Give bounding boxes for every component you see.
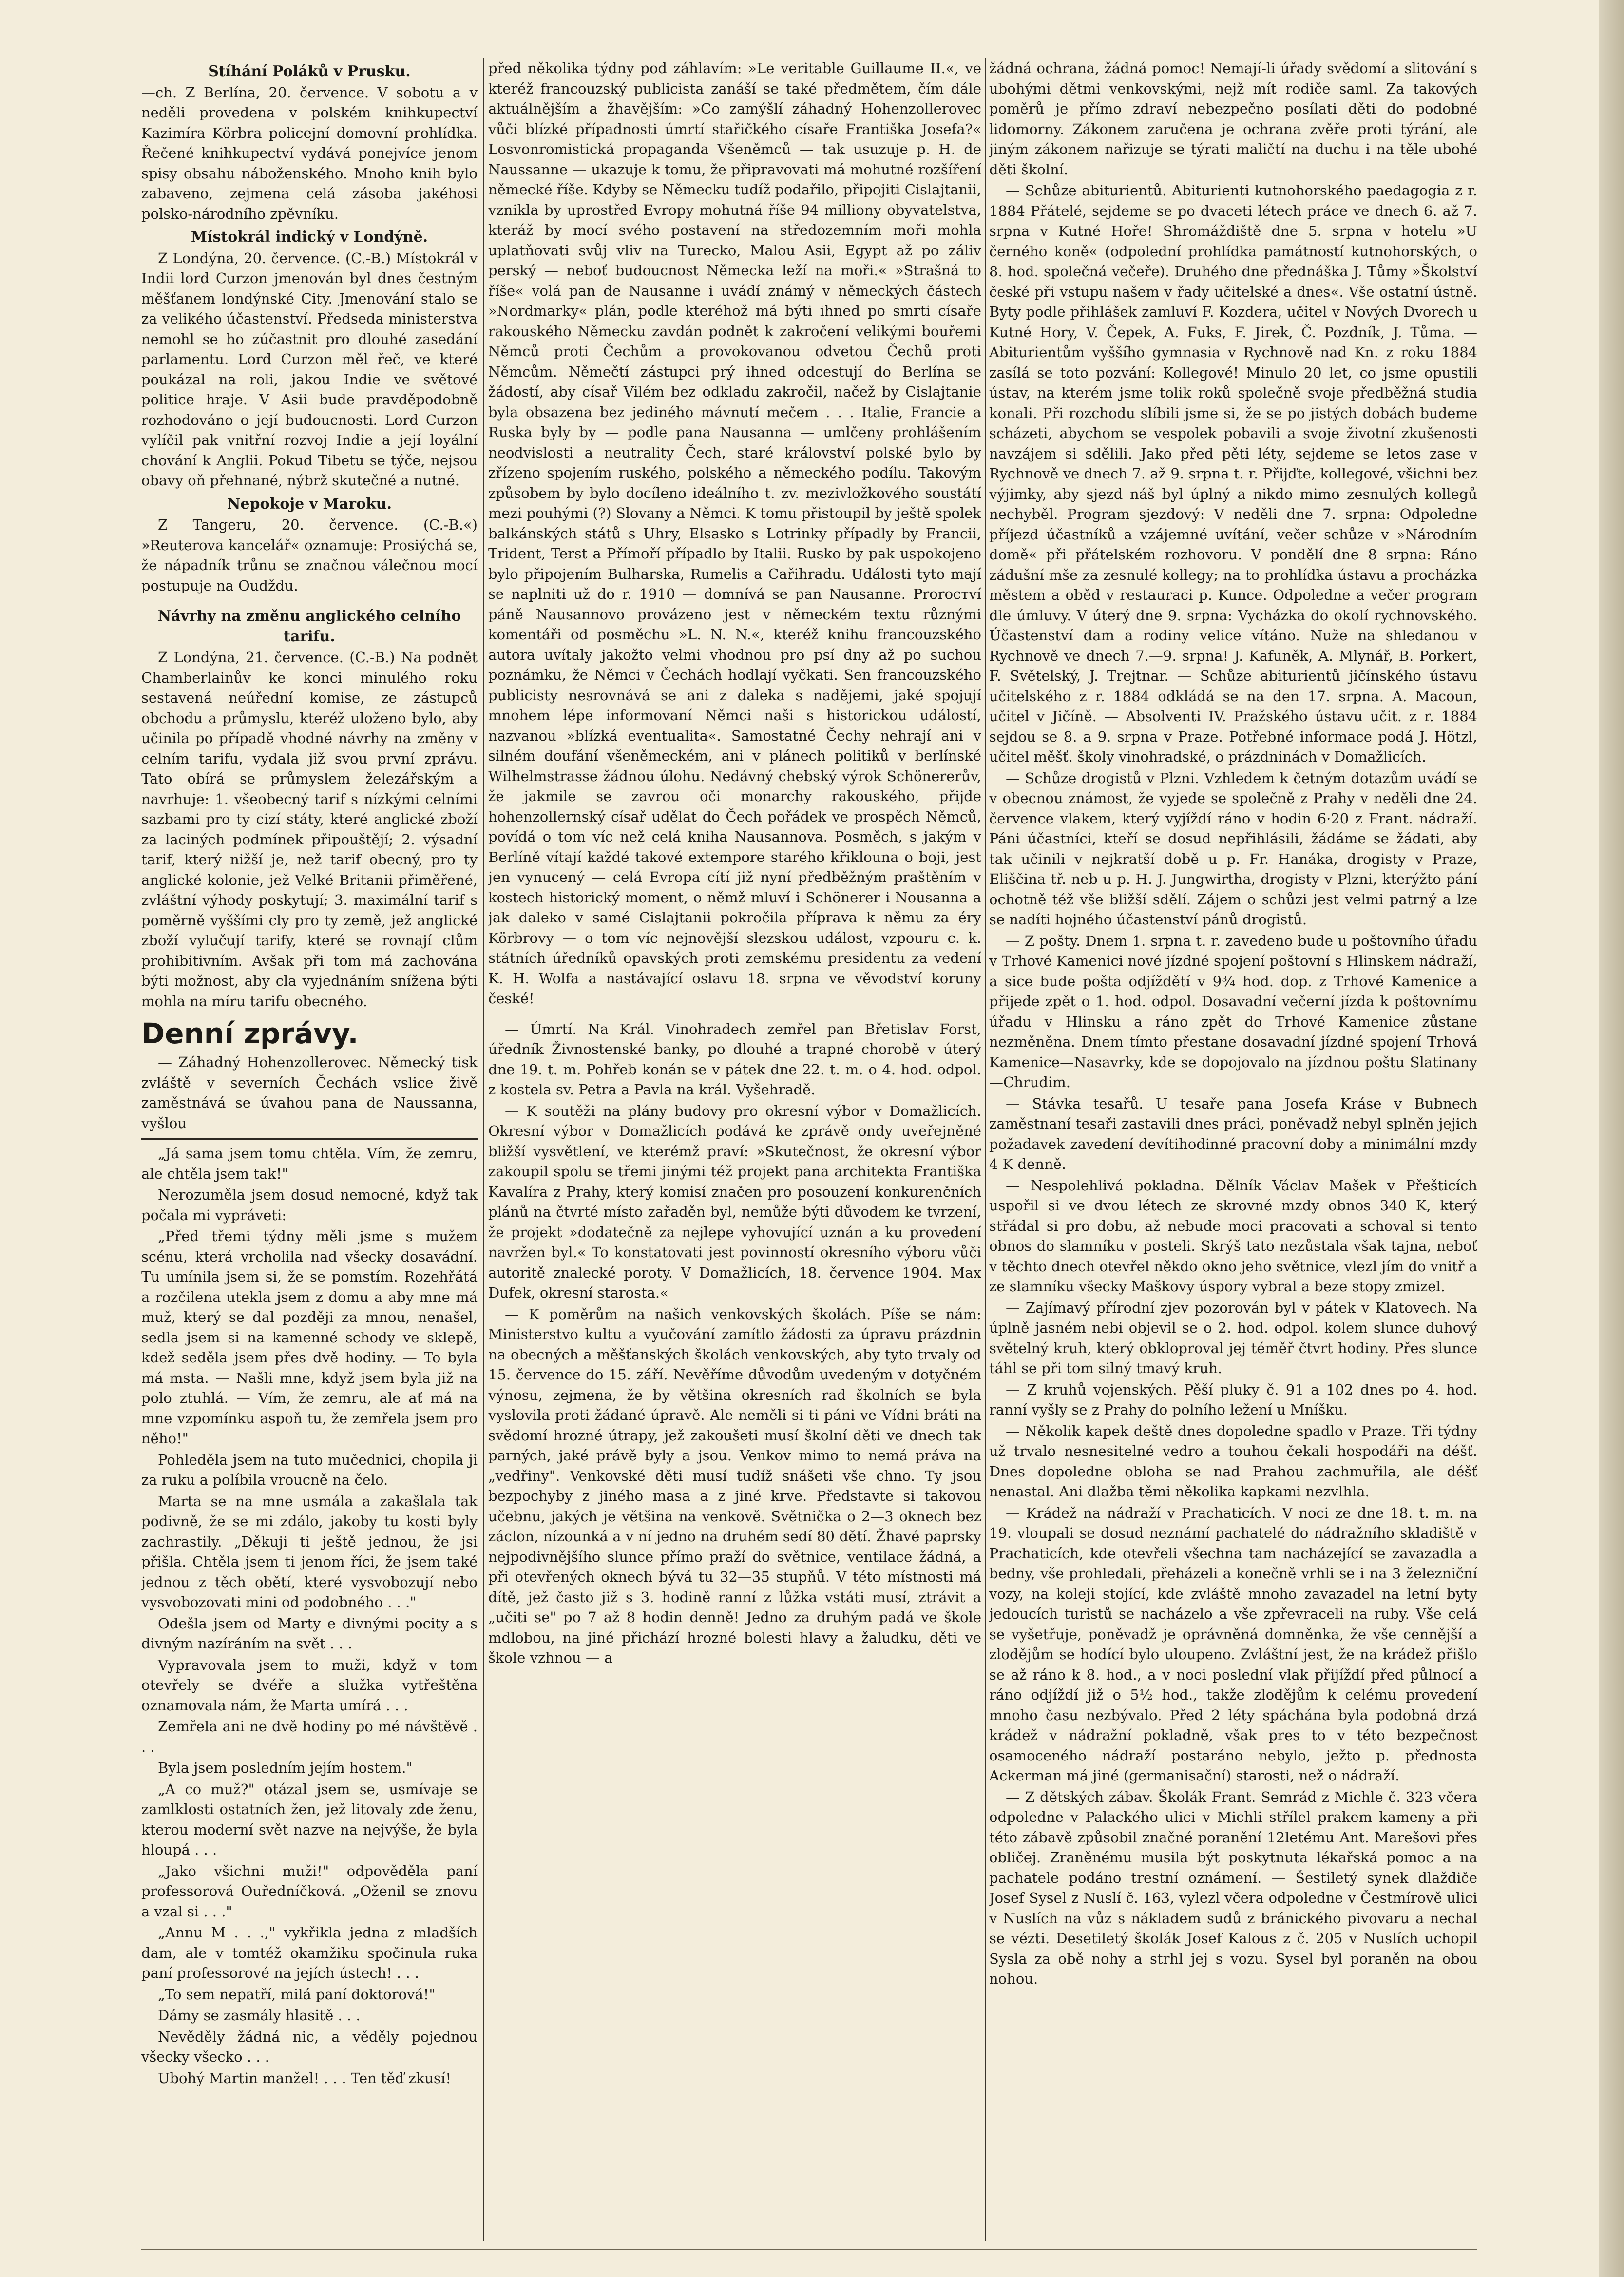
feuilleton-paragraph: „To sem nepatří, milá paní doktorová!" (158, 1986, 436, 2003)
feuilleton-paragraph: Dámy se zasmály hlasitě . . . (158, 2007, 361, 2024)
column-1 (141, 58, 478, 2241)
article-body: —ch. Z Berlína, 20. července. V sobotu a v neděli provedena v polském knihkupectví Kazimíra Körbra policejní domovní prohlídka. Řečené knihkupectví vydává ponejvíce jenom spisy obsahu náboženského. Mnoho knih bylo zabaveno, zejmena celá zásoba jakéhosi polsko-národního zpěvníku. (141, 84, 478, 222)
news-item: — Nespolehlivá pokladna. Dělník Václav Mašek v Přešticích uspořil si ve dvou létech ze skrovné mzdy obnos 340 K, který střádal si pro dobu, až nebude moci pracovati a schoval si tento obnos do slamníku v posteli. Skrýš tato nezůstala však tajna, neboť v těchto dnech otevřel někdo okno jeho světnice, vlezl jím do vnitř a ze slamníku všecky Maškovy úspory vybral a beze stopy zmizel. (989, 1177, 1477, 1295)
article-heading: Nepokoje v Maroku. (227, 495, 392, 513)
article-body: Z Tangeru, 20. července. (C.-B.«) »Reuterova kancelář« oznamuje: Prosiýchá se, že nápadník trůnu se značnou válečnou mocí postupuje na Oudždu. (141, 517, 478, 594)
news-item: — Z kruhů vojenských. Pěší pluky č. 91 a 102 dnes po 4. hod. ranní vyšly se z Prahy do polního ležení u Mníšku. (989, 1381, 1477, 1418)
article-body: žádná ochrana, žádná pomoc! Nemají-li úřady svědomí a slitování s ubohými dětmi venkovskými, nejž mít rodiče saml. Za takových poměrů je přímo zdraví nebezpečno posílati děti do podobné lidomorny. Zákonem zaručena je ochrana zvěře proti týrání, ale jiným zákonem nařizuje se týrati maličtí na duchu i na těle ubohé děti školní. (989, 60, 1477, 178)
article-body: Z Londýna, 20. července. (C.-B.) Místokrál v Indii lord Curzon jmenován byl dnes čestným měšťanem londýnské City. Jmenování stalo se za velikého účastenství. Předseda ministerstva nemohl se ho zúčastnit pro dlouhé zasedání parlamentu. Lord Curzon měl řeč, ve které poukázal na roli, jakou Indie ve světové politice hraje. V Asii bude pravděpodobně rozhodováno o její budoucnosti. Lord Curzon vylíčil pak vnitřní rozvoj Indie a její loyální chování k Anglii. Pokud Tibetu se týče, nejsou obavy oň přehnané, nýbrž skutečné a nutné. (141, 249, 478, 489)
feuilleton-paragraph: „Já sama jsem tomu chtěla. Vím, že zemru, ale chtěla jsem tak!" (141, 1145, 478, 1182)
article-heading: Stíhání Poláků v Prusku. (208, 63, 411, 80)
news-item: — Schůze abiturientů. Abiturienti kutnohorského paedagogia z r. 1884 Přátelé, sejdeme se po dvaceti létech práce ve dnech 6. až 7. srpna v Kutné Hoře! Shromáždiště dne 5. srpna v hotelu »U černého koně« (odpolední prohlídka památností kutnohorských, o 8. hod. společná večeře). Druhého dne přednáška J. Tůmy »Školství české při vstupu našem v řady učitelské a dnes«. Vše ostatní ústně. Byty podle přihlášek zamluví F. Kozderа, učitel v Nových Dvorech u Kutné Hory, V. Čepek, A. Fuks, F. Jirek, Č. Pozdník, J. Tůma. — Abiturientům vyššího gymnasia v Rychnově nad Kn. z roku 1884 zasílá se toto pozvání: Kollegové! Minulo 20 let, co jsme opustili ústav, na kterém jsme tolik roků společně svoje předběžná studia konali. Při rozchodu slíbili jsme si, že se po jistých dobách budeme scházeti, abychom se vespolek pobavili a svoje životní zkušenosti navzájem si sdělili. Jako před pěti léty, sejdeme se letos zase v Rychnově ve dnech 7. až 9. srpna t. r. Přijďte, kollegové, všichni bez výjimky, aby sjezd náš byl úplný a nikdo mimo zesnulých kollegů nechyběl. Program sjezdový: V neděli dne 7. srpna: Odpoledne příjezd účastníků a vzájemné uvítání, večer schůze v »Národním domě« při přátelském rozhovoru. V pondělí dne 8 srpna: Ráno zádušní mše za zesnulé kollegy; na to prohlídka ústavu a procházka městem a oběd v restauraci p. Kunce. Odpoledne a večer program dle úmluvy. V úterý dne 9. srpna: Vycházka do okolí rychnovského. Účastenství dam a rodiny velice vítáno. Nuže na shledanou v Rychnově ve dnech 7.—9. srpna! J. Kafuněk, A. Mlynář, B. Porkert, F. Světelský, J. Trejtnar. — Schůze abiturientů jičínského ústavu učitelského z r. 1884 odkládá se na den 17. srpna. A. Macoun, učitel v Jičíně. — Absolventi IV. Pražského ústavu učit. z r. 1884 sejdou se 8. a 9. srpna v Praze. Potřebné informace podá J. Hötzl, učitel měšť. školy vinohradské, o prázdninách v Domažlicích. (989, 182, 1477, 765)
article-body: Z Londýna, 21. července. (C.-B.) Na podnět Chamberlainův ke konci minulého roku sestavená neúřední komise, ze zástupců obchodu a průmyslu, kteréž uloženo bylo, aby učinila po případě vhodné návrhy na změny v celním tarifu, vydala již svou první zprávu. Tato obírá se průmyslem železářským a navrhuje: 1. všeobecný tarif s nízkými celními sazbami pro ty cizí státy, které anglické zboží za laciných podmínek připouštějí; 2. výsadní tarif, který nižší je, než tarif obecný, pro ty anglické kolonie, jež Velké Britanii přiměřené, zvláštní výhody poskytují; 3. maximální tarif s poměrně vyššími cly pro ty země, jež anglické zboží vylučují tarify, které se rovnají clům prohibitivním. Avšak při tom má zachována býti možnost, aby cla vyjednáním snížena býti mohla na míru tarifu obecného. (141, 649, 478, 1010)
news-item: — Úmrtí. Na Král. Vinohradech zemřel pan Břetislav Forst, úředník Živnostenské banky, po dlouhé a trapné chorobě v úterý dne 19. t. m. Pohřeb konán se v pátek dne 22. t. m. o 4. hod. odpol. z kostela sv. Petra a Pavla na král. Vyšehradě. (488, 1020, 981, 1098)
feuilleton-paragraph: Zemřela ani ne dvě hodiny po mé návštěvě . . . (141, 1718, 478, 1755)
feuilleton-divider (141, 1138, 478, 1140)
news-item: — Z dětských zábav. Školák Frant. Semrád z Michle č. 323 včera odpoledne v Palackého ulici v Michli střílel prakem kameny a při této zábavě způsobil značné poranění 12letému Ant. Marešovi přes obličej. Zraněnému musila být poskytnuta lékařská pomoc a na pachatele podáno trestní oznámení. — Šestiletý synek dlaždiče Josef Sysel z Nuslí č. 163, vylezl včera odpoledne v Čestmírově ulici v Nuslích na vůz s nákladem sudů z bránického pivovaru a nechal se vézti. Desetiletý školák Josef Kalous z č. 205 v Nuslích uchopil Sysla za obě nohy a strhl jej s vozu. Sysel byl poraněn na obou nohou. (989, 1788, 1477, 1987)
feuilleton-paragraph: Nevěděly žádná nic, a věděly pojednou všecky všecko . . . (141, 2028, 478, 2065)
feuilleton-paragraph: Vypravovala jsem to muži, když v tom otevřely se dvéře a služka vytřeštěna oznamovala nám, že Marta umírá . . . (141, 1656, 478, 1714)
feuilleton-paragraph: Pohleděla jsem na tuto mučednici, chopila ji za ruku a políbila vroucně na čelo. (141, 1451, 478, 1488)
news-item: — Krádež na nádraží v Prachaticích. V noci ze dne 18. t. m. na 19. vloupali se dosud neznámí pachatelé do nádražního skladiště v Prachaticích, kde otevřeli všechna tam nacházející se zavazadla a bedny, vše prohledali, přeházeli a konečně vrhli se i na 3 železniční vozy, na koleji stojící, kde zvláště mnoho zavazadel na letní byty jedoucích turistů se nacházelo a vše zpřevraceli na ruby. Vše celá se vyšetřuje, poněvadž je oprávněná domněnka, že vše cennější a zlodějům se hodící bylo uloupeno. Zvláštní jest, že na krádež přišlo se až ráno k 8. hod., a v noci poslední vlak přijíždí před půlnocí a ráno odjíždí již o 5½ hod., takže zlodějům k celému provedení mnoho času nezbývalo. Před 2 léty spáchána byla podobná drzá krádež v nádražní pokladně, však pres to v této bezpečnost osamoceného nádraží postaráno nebylo, ježto p. přednosta Ackerman má jiné (germanisační) starosti, než o nádraží. (989, 1504, 1477, 1784)
article-body: před několika týdny pod záhlavím: »Le veritable Guillaume II.«, ve kteréž francouzský publicista zanáší se také předmětem, čím dále aktuálnějším a žhavějším: »Co zamýšlí záhadný Hohenzollerovec vůči blízké případnosti úmrtí stařičkého císaře Františka Josefa?« Losvonromistická propaganda Všeněmců — tak usuzuje p. H. de Naussanne — ukazuje k tomu, že připravovati má mohutné rozšíření německé říše. Kdyby se Německu tudíž podařilo, připojiti Cislajtanii, vznikla by uprostřed Evropy mohutná říše 94 milliony obyvatelstva, kteráž by mocí svého postavení na středozemním moři mohla uplatňovati svůj vliv na Turecko, Malou Asii, Egypt až po záliv perský — neboť budoucnost Německa leží na moři.« »Strašná to říše« volá pan de Nausanne i uvádí známý v německých částech »Nordmarky« plán, podle kteréhož má býti ihned po smrti císaře rakouského Německu zavdán podnět k zakročení velikými bouřemi Němců proti Čechům a provokovanou odvetou Čechů proti Němcům. Němečtí zástupci prý ihned odcestují do Berlína se žádostí, aby císař Vilém bez odkladu zakročil, načež by Cislajtanie byla obsazena bez jediného mávnutí mečem . . . Italie, Francie a Ruska byly by — podle pana Nausanna — umlčeny prohlášením neodvislosti a neutrality Čech, staré království polské bylo by zřízeno spojením ruského, polského a německého podílu. Takovým způsobem by bylo docíleno ideálního t. zv. mezivložkového soustátí mezi pouhými (?) Slovany a Němci. K tomu přistoupil by ještě spolek balkánských států s Uhry, Elsasko s Lotrinky případly by Francii, Trident, Terst a Přímoří případlo by Italii. Rusko by pak uspokojeno bylo připojením Bulharska, Rumelis a Cařihradu. Události tyto mají se naplniti už do r. 1910 — domnívá se pan Nausanne. Prorocтví páně Nausannovo provázeno jest v německém textu různými komentáři od posměchu »L. N. N.«, kteréž knihu francouzského autora uvítaly jakožto velmi vhodnou pro psí dny až po suchou poznámku, že Němci v Čechách hodlají vyčkati. Sen francouzského publicisty nesrovnává se ani z daleka s nadějemi, jaké spojují mnohem lépe informovaní Němci naši s historickou událostí, nazvanou »blízká eventualita«. Samostatné Čechy nehrají ani v silném doufání všeněmeckém, ani v plánech politiků v berlínské Wilhelmstrasse žádnou úlohu. Nedávný chebský výrok Schönererův, že jakmile se zavrou oči monarchy rakouského, přijde hohenzollernský císař udělat do Čech pořádek ve prospěch Němců, povídá o tom víc než celá kniha Nausannova. Posměch, s jakým v Berlíně vítají každé takové extempore starého křiklouna o boji, jest jen vynucený — celá Evropa cítí již nyní předběžným praštěním v kostech historický moment, o němž mluví i Schönerer i Nousanna a jak daleko v samé Cislajtanii pokročila příprava k němu za éry Körbrovy — o tom víc nejnovější slezskou událost, vzpouru c. k. státních úředníků opavských proti zemskému presidentu za vedení K. H. Wolfa a nastávající oslavu 18. srpna ve věvodství koruny české! (488, 60, 981, 1007)
news-item: — Z pošty. Dnem 1. srpna t. r. zavedeno bude u poštovního úřadu v Trhové Kamenici nové jízdné spojení poštovní s Hlinskem nádraží, a sice bude pošta odjíždětí v 9¾ hod. dop. z Trhové Kamenice a přijede zpět o 1. hod. odpol. Dosavadní večerní jízda k poštovnímu úřadu v Hlinsku a ráno zpět do Trhové Kamenice zůstane nezměněna. Dnem tímto přestane dosavadní jízdné spojení Trhová Kamenice—Nasavrky, kde se dopojovalo na jízdnou poštu Slatinany—Chrudim. (989, 932, 1477, 1091)
feuilleton-paragraph: „Před třemi týdny měli jsme s mužem scénu, která vrcholila nad všecky dosavádní. Tu umínila jsem si, že se pomstím. Rozehřátá a rozčilena utekla jsem z domu a aby mne má muž, který se dal později za mnou, nenašel, sedla jsem si na kamenné schody ve sklepě, kdež seděla jsem přes dvě hodiny. — To byla má msta. — Našli mne, když jsem byla již na polo ztuhlá. — Vím, že zemru, ale ať má na mne vzpomínku aspoň tu, že zemřela jsem pro něho!" (141, 1228, 478, 1447)
news-item: — Stávka tesařů. U tesaře pana Josefa Kráse v Bubnech zaměstnaní tesaři zastavili dnes práci, poněvadž nebyl splněn jejich požadavek zavedení devítihodinné pracovní doby a minimální mzdy 4 K denně. (989, 1095, 1477, 1172)
feuilleton-paragraph: Ubohý Martin manžel! . . . Ten těď zkusí! (158, 2069, 451, 2086)
feuilleton-paragraph: Nerozuměla jsem dosud nemocné, když tak počala mi vypráveti: (141, 1186, 478, 1224)
feuilleton-paragraph: Marta se na mne usmála a zakašlala tak podivně, že se mi zdálo, jakoby tu kosti byly zachrastily. „Děkuji ti ještě jednou, že jsi přišla. Chtěla jsem ti jenom říci, že jsem také jednou z těch obětí, které vysvobozují nebo vysvobozovati mini od podobného . . ." (141, 1492, 478, 1610)
news-item: — K poměrům na našich venkovských školách. Píše se nám: Ministerstvo kultu a vyučování zamítlo žádosti za úpravu prázdnin na obecných a měšťanských školách venkovských, aby tyto trvaly od 15. července do 15. září. Nevěříme důvodům uvedeným v dotyčném výnosu, zejmena, že by většina okresních rad školních se byla vyslovila proti žádané úpravě. Ale neměli si ti páni ve Vídni bráti na svědomí hrozné útrapy, jež zakoušeti musí školní děti ve dnech tak parných, jaké právě byly a jsou. Venkov mimo to nemá práva na „vedřiny". Venkovské děti musí tudíž snášeti vše chno. Ty jsou bezpochyby z jiného masa a z jiné krve. Představte si takovou učebnu, jakých je většina na venkově. Světnička o 2—3 oknech bez záclon, nízounká a v ní jedno na druhém sedí 80 dětí. Žhavé paprsky nejpodivnějšího slunce přímo praží do světnice, ventilace žádná, a při otevřených oknech bývá tu 32—35 stupňů. V této místnosti má dítě, jež často již s 3. hodině ranní z lůžka vstáti musí, ztrávit a „učiti se" po 7 až 8 hodin denně! Jedno za druhým padá ve škole mdlobou, na jiné přichází hrozné bolesti hlavy a žaludku, děti ve škole vzhnou — a (488, 1305, 981, 1666)
column-rule (985, 58, 986, 2241)
article-heading: Návrhy na změnu anglického celního tarifu. (157, 608, 461, 645)
column-2 (488, 58, 981, 2241)
feuilleton-paragraph: Odešla jsem od Marty e divnými pocity a s divným nazíráním na svět . . . (141, 1615, 478, 1652)
feuilleton-paragraph: „Jako všichni muži!" odpověděla paní professorová Ouředníčková. „Oženil se znovu a vzal si . . ." (141, 1862, 478, 1920)
feuilleton (141, 1144, 478, 2088)
news-item: — Několik kapek deště dnes dopoledne spadlo v Praze. Tři týdny už trvalo nesnesitelné vedro a touhou čekali hospodáři na déšť. Dnes dopoledne obloha se nad Prahou zachmuřila, ale déšť nenastal. Ani dlažba těmi několika kapkami nezvlhla. (989, 1422, 1477, 1500)
article-body: — Záhadný Hohenzollerovec. Německý tisk zvláště v severních Čechách vslice živě zaměstnává se úvahou pana de Naussanna, vyšlou (141, 1054, 478, 1131)
column-3 (989, 58, 1477, 2241)
article-heading: Místokrál indický v Londýně. (191, 229, 428, 246)
feuilleton-paragraph: Byla jsem posledním jejím hostem." (158, 1760, 413, 1776)
news-item: — Zajímavý přírodní zjev pozorován byl v pátek v Klatovech. Na úplně jasném nebi objevil se o 2. hod. odpol. kolem slunce duhový světelný kruh, který obkloproval jej téměř čtvrt hodiny. Přes slunce táhl se při tom silný tmavý kruh. (989, 1299, 1477, 1377)
section-title: Denní zprávy. (141, 1017, 359, 1050)
feuilleton-paragraph: „A co muž?" otázal jsem se, usmívaje se zamlklosti ostatních žen, jež litovaly zde ženu, kterou moderní svět nazve na nejvýše, že byla hloupá . . . (141, 1780, 478, 1858)
page-edge (1599, 0, 1624, 2277)
news-item: — Schůze drogistů v Plzni. Vzhledem k četným dotazům uvádí se v obecnou známost, že vyjede se společně z Prahy v neděli dne 24. července vlakem, který vyjíždí ráno v hodin 6·20 z Frant. nádraží. Páni účastníci, kteří se dosud nepřihlásili, žádáme se žádati, aby tak učinili v nejkratší době u p. Fr. Hanáka, drogisty v Praze, Eliščina tř. neb u p. H. J. Jungwirtha, drogisty v Plzni, kterýžto pání ochotně též vše bližší sdělí. Zájem o schůzi jest velmi patrný a lze se nadíti hojného účastenství pánů drogistů. (989, 769, 1477, 928)
column-rule (483, 58, 484, 2241)
feuilleton-paragraph: „Annu M . . .," vykřikla jedna z mladších dam, ale v tomtéž okamžiku spočinula ruka paní professorové na jejích ústech! . . . (141, 1924, 478, 1981)
news-item: — K soutěži na plány budovy pro okresní výbor v Domažlicích. Okresní výbor v Domažlicích podává ke zprávě ondy uveřejněné bližší vysvětlení, ve kterémž praví: »Skutečnost, že okresní výbor zakoupil spolu se třemi jinými též projekt pana architekta Františka Kavalíra z Prahy, který komisí značen pro posouzení konkurenčních plánů na čtvrté místo zařaděn byl, nemůže býti důvodem ke tvrzení, že projekt »dodatečně za nejlepe vyhovující uznán a ku provedení navržen byl.« To konstatovati jest povinností okresního výboru vůči autoritě znalecké poroty. V Domažlicích, 18. července 1904. Max Dufek, okresní starosta.« (488, 1102, 981, 1301)
bottom-rule (141, 2249, 1477, 2250)
